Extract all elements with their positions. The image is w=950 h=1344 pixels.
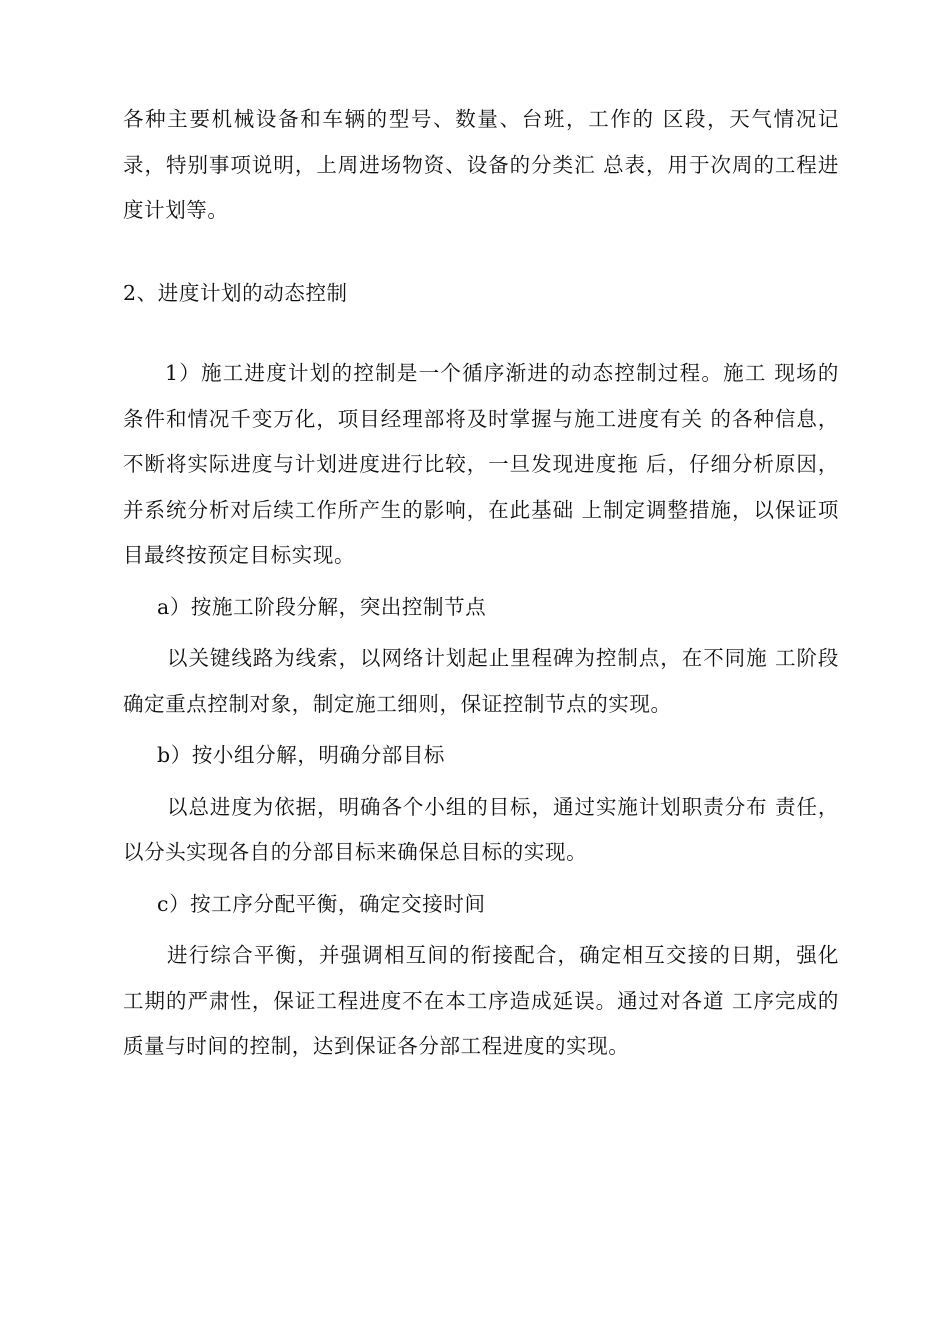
intro-paragraph: 各种主要机械设备和车辆的型号、数量、台班，工作的 区段，天气情况记录，特别事项说明，上周进场物资、设备的分类汇 总表，用于次周的工程进度计划等。 (123, 107, 839, 222)
section-heading: 2、进度计划的动态控制 (123, 280, 348, 305)
sub-c-body: 进行综合平衡，并强调相互间的衔接配合，确定相互交接的日期，强化工期的严肃性，保证工程进度不在本工序造成延误。通过对各道 工序完成的质量与时间的控制，达到保证各分部工程进度的实现。 (123, 943, 839, 1058)
sub-a-title: a）按施工阶段分解，突出控制节点 (157, 594, 487, 619)
document-body (123, 97, 839, 1070)
sub-c-title: c）按工序分配平衡，确定交接时间 (157, 891, 486, 916)
sub-b-body: 以总进度为依据，明确各个小组的目标，通过实施计划职责分布 责任，以分头实现各自的分部目标来确保总目标的实现。 (123, 794, 839, 864)
sub-a-body: 以关键线路为线索，以网络计划起止里程碑为控制点，在不同施 工阶段确定重点控制对象，制定施工细则，保证控制节点的实现。 (123, 646, 839, 716)
sub-b-title: b）按小组分解，明确分部目标 (157, 743, 446, 767)
point-1-paragraph: 1）施工进度计划的控制是一个循序渐进的动态控制过程。施工 现场的条件和情况千变万化，项目经理部将及时掌握与施工进度有关 的各种信息，不断将实际进度与计划进度进行比较，一旦发现进度拖 后，仔细分析原因，并系统分析对后续工作所产生的影响，在此基础 上制定调整措施，以保证项目最终按预定目标实现。 (123, 361, 839, 567)
